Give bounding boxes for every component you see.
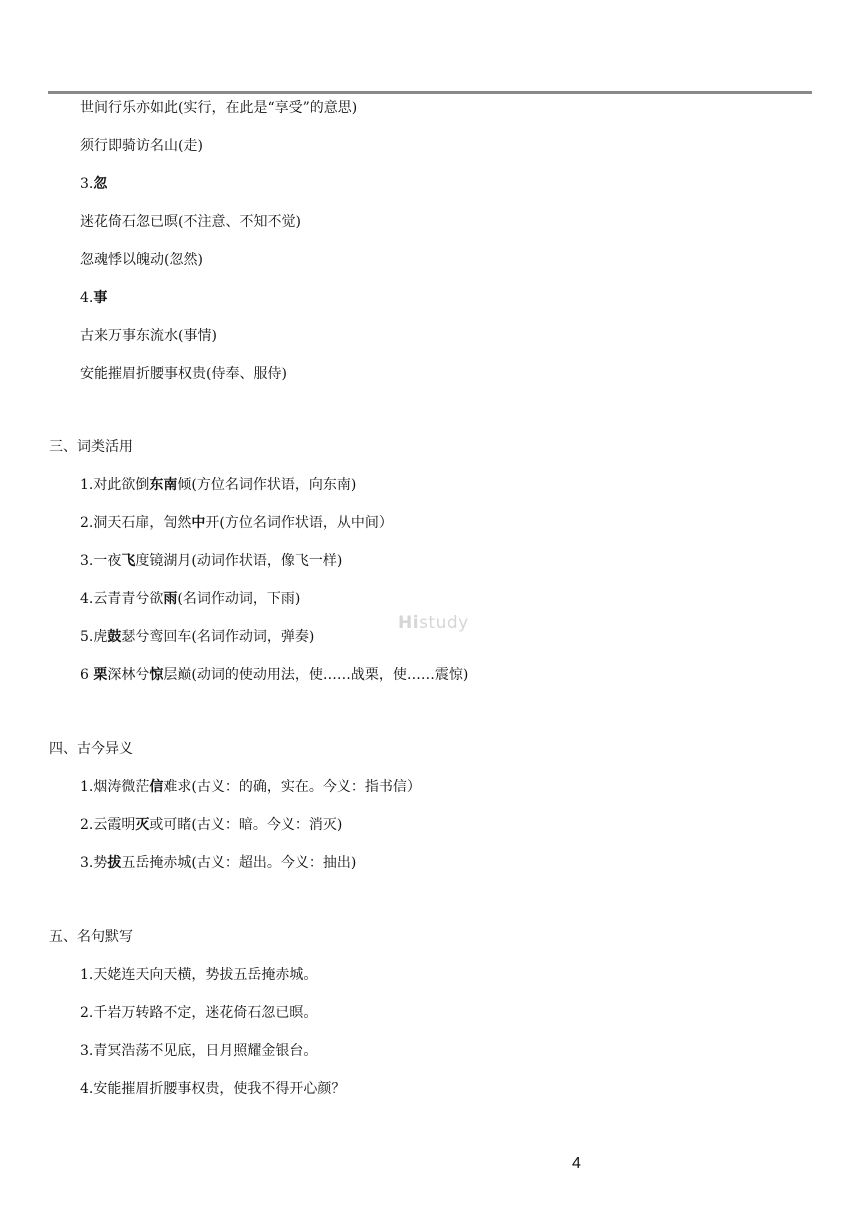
item-text: 深林兮 xyxy=(107,667,150,683)
key-word: 信 xyxy=(149,779,164,795)
item-text: 6 xyxy=(80,667,94,683)
page-number: 4 xyxy=(572,1155,581,1172)
item-text: 4.云青青兮欲 xyxy=(80,591,164,607)
item-text: 度镜湖月(动词作状语，像飞一样) xyxy=(135,553,343,569)
item-text: 3.一夜 xyxy=(80,553,122,569)
key-word: 栗 xyxy=(93,667,108,683)
item-text: 2.洞天石扉，訇然 xyxy=(80,515,192,531)
key-word: 飞 xyxy=(121,553,136,569)
item-text: 1.对此欲倒 xyxy=(80,477,150,493)
list-item: 4.安能摧眉折腰事权贵，使我不得开心颜？ xyxy=(80,1081,346,1097)
key-word: 拔 xyxy=(107,855,122,871)
list-item xyxy=(80,816,342,834)
list-item: 2.千岩万转路不定，迷花倚石忽已暝。 xyxy=(80,1005,318,1021)
list-item xyxy=(80,666,468,684)
list-item: 1.天姥连天向天横，势拔五岳掩赤城。 xyxy=(80,967,318,983)
heading-number: 4. xyxy=(80,290,94,306)
word-heading xyxy=(80,175,107,193)
key-word: 鼓 xyxy=(107,629,122,645)
text-line: 须行即骑访名山(走) xyxy=(80,138,203,154)
item-text: 开(方位名词作状语，从中间） xyxy=(205,515,393,531)
section-title: 四、古今异义 xyxy=(49,741,133,757)
header-rule xyxy=(48,91,812,94)
item-text: 或可睹(古义：暗。今义：消灭) xyxy=(149,817,343,833)
key-word: 灭 xyxy=(135,817,150,833)
item-text: 倾(方位名词作状语，向东南) xyxy=(177,477,357,493)
item-text: 层巅(动词的使动用法，使……战栗，使……震惊) xyxy=(163,667,469,683)
item-text: (名词作动词，下雨) xyxy=(177,591,301,607)
section-title: 五、名句默写 xyxy=(49,929,133,945)
item-text: 难求(古义：的确，实在。今义：指书信） xyxy=(163,779,421,795)
list-item: 3.青冥浩荡不见底，日月照耀金银台。 xyxy=(80,1043,318,1059)
item-text: 5.虎 xyxy=(80,629,108,645)
text-line: 安能摧眉折腰事权贵(侍奉、服侍) xyxy=(80,366,287,382)
watermark-logo xyxy=(398,613,469,633)
key-word: 东南 xyxy=(149,477,178,493)
heading-word: 事 xyxy=(93,290,108,306)
list-item xyxy=(80,552,342,570)
heading-word: 忽 xyxy=(93,176,108,192)
key-word: 惊 xyxy=(149,667,164,683)
list-item xyxy=(80,476,356,494)
list-item xyxy=(80,778,421,796)
item-text: 2.云霞明 xyxy=(80,817,136,833)
text-line: 迷花倚石忽已暝(不注意、不知不觉) xyxy=(80,214,301,230)
watermark-hi: Hi xyxy=(398,613,420,633)
watermark-study: study xyxy=(419,613,469,633)
section-title: 三、词类活用 xyxy=(49,439,133,455)
list-item xyxy=(80,514,393,532)
key-word: 雨 xyxy=(163,591,178,607)
list-item xyxy=(80,590,300,608)
list-item xyxy=(80,628,314,646)
key-word: 中 xyxy=(191,515,206,531)
item-text: 3.势 xyxy=(80,855,108,871)
text-line: 忽魂悸以魄动(忽然) xyxy=(80,252,203,268)
word-heading xyxy=(80,289,107,307)
item-text: 五岳掩赤城(古义：超出。今义：抽出) xyxy=(121,855,357,871)
heading-number: 3. xyxy=(80,176,94,192)
item-text: 1.烟涛微茫 xyxy=(80,779,150,795)
item-text: 瑟兮鸾回车(名词作动词，弹奏) xyxy=(121,629,315,645)
text-line: 世间行乐亦如此(实行，在此是“享受”的意思) xyxy=(80,100,358,116)
text-line: 古来万事东流水(事情) xyxy=(80,328,217,344)
list-item xyxy=(80,854,356,872)
